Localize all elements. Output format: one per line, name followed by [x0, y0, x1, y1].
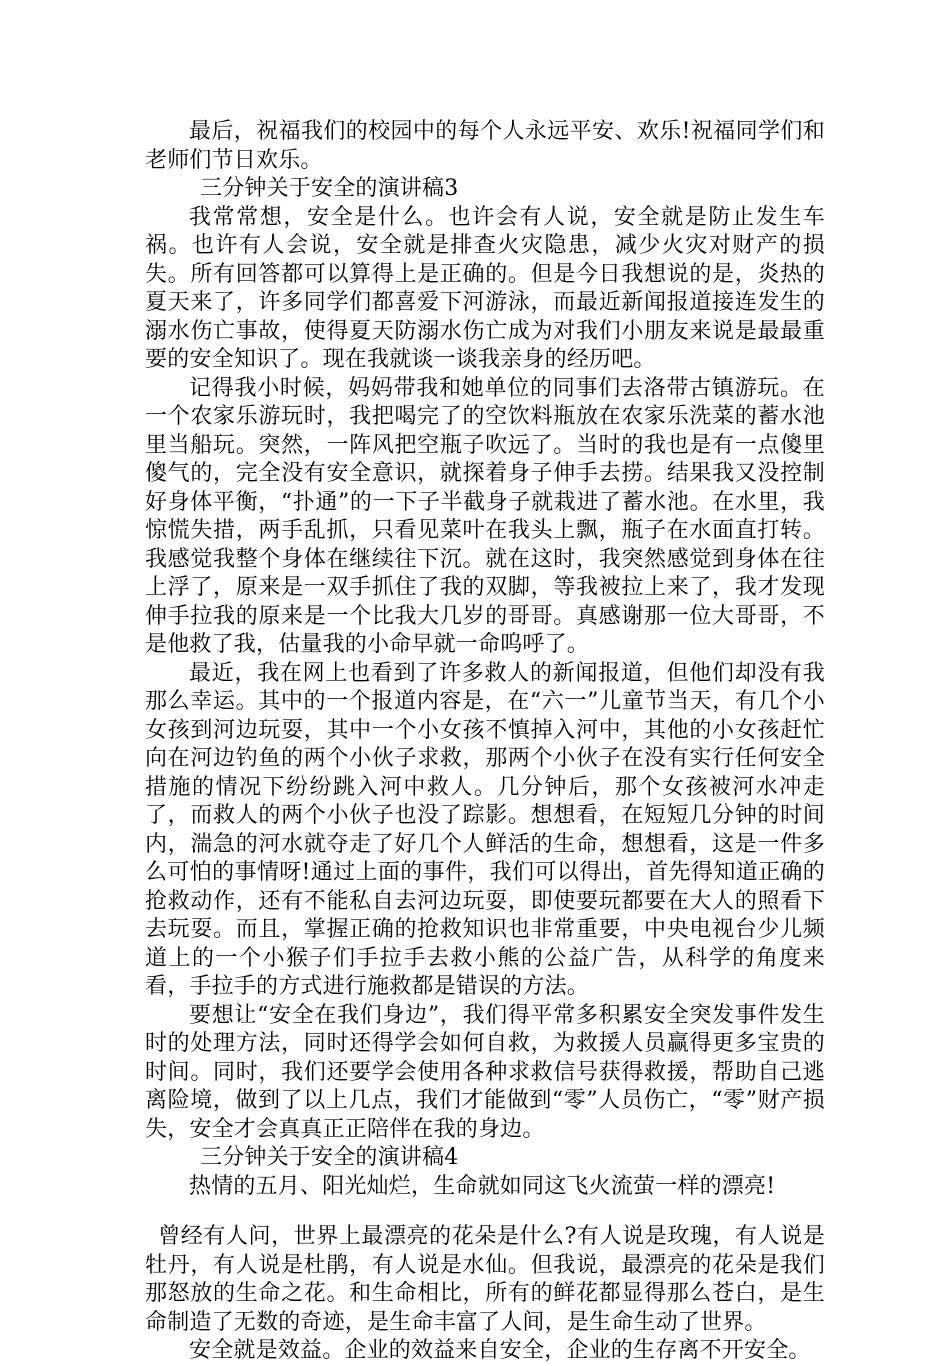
document-body: [145, 118, 825, 1366]
paragraph-safety-is-benefit: 安全就是效益。企业的效益来自安全，企业的生存离不开安全。: [189, 1338, 811, 1363]
paragraph-safety-tips: 要想让“安全在我们身边”，我们得平常多积累安全突发事件发生时的处理方法，同时还得学会如何自救，为救援人员赢得更多宝贵的时间。同时，我们还要学会使用各种求救信号获得救援，帮助自己逃离险境，做到了以上几点，我们才能做到“零”人员伤亡，“零”财产损失，安全才会真真正正陪伴在我的身边。: [145, 1002, 825, 1142]
section-heading-speech-3: 三分钟关于安全的演讲稿3: [200, 176, 459, 201]
paragraph-flower-of-life: 曾经有人问，世界上最漂亮的花朵是什么?有人说是玫瑰，有人说是牡丹，有人说是杜鹃，有人说是水仙。但我说，最漂亮的花朵是我们那怒放的生命之花。和生命相比，所有的鲜花都显得那么苍白，是生命制造了无数的奇迹，是生命丰富了人间，是生命生动了世界。: [145, 1224, 825, 1335]
paragraph-childhood-story: 记得我小时候，妈妈带我和她单位的同事们去洛带古镇游玩。在一个农家乐游玩时，我把喝完了的空饮料瓶放在农家乐洗菜的蓄水池里当船玩。突然，一阵风把空瓶子吹远了。当时的我也是有一点傻里傻气的，完全没有安全意识，就探着身子伸手去捞。结果我又没控制好身体平衡，“扑通”的一下子半截身子就栽进了蓄水池。在水里，我惊慌失措，两手乱抓，只看见菜叶在我头上飘，瓶子在水面直打转。我感觉我整个身体在继续往下沉。就在这时，我突然感觉到身体在往上浮了，原来是一双手抓住了我的双脚，等我被拉上来了，我才发现伸手拉我的原来是一个比我大几岁的哥哥。真感谢那一位大哥哥，不是他救了我，估量我的小命早就一命呜呼了。: [145, 375, 825, 657]
paragraph-news-reports: 最近，我在网上也看到了许多救人的新闻报道，但他们却没有我那么幸运。其中的一个报道内容是，在“六一”儿童节当天，有几个小女孩到河边玩耍，其中一个小女孩不慎掉入河中，其他的小女孩赶忙向在河边钓鱼的两个小伙子求救，那两个小伙子在没有实行任何安全措施的情况下纷纷跳入河中救人。几分钟后，那个女孩被河水冲走了，而救人的两个小伙子也没了踪影。想想看，在短短几分钟的时间内，湍急的河水就夺走了好几个人鲜活的生命，想想看，这是一件多么可怕的事情呀!通过上面的事件，我们可以得出，首先得知道正确的抢救动作，还有不能私自去河边玩耍，即使要玩都要在大人的照看下去玩耍。而且，掌握正确的抢救知识也非常重要，中央电视台少儿频道上的一个小猴子们手拉手去救小熊的公益广告，从科学的角度来看，手拉手的方式进行施救都是错误的方法。: [145, 660, 825, 999]
paragraph-closing-wishes: 最后，祝福我们的校园中的每个人永远平安、欢乐!祝福同学们和老师们节日欢乐。: [145, 119, 825, 173]
paragraph-may-sunshine: 热情的五月、阳光灿烂，生命就如同这飞火流萤一样的漂亮!: [189, 1173, 776, 1199]
section-heading-speech-4: 三分钟关于安全的演讲稿4: [200, 1145, 459, 1170]
paragraph-what-is-safety: 我常常想，安全是什么。也许会有人说，安全就是防止发生车祸。也许有人会说，安全就是排查火灾隐患，减少火灾对财产的损失。所有回答都可以算得上是正确的。但是今日我想说的是，炎热的夏天来了，许多同学们都喜爱下河游泳，而最近新闻报道接连发生的溺水伤亡事故，使得夏天防溺水伤亡成为对我们小朋友来说是最最重要的安全知识了。现在我就谈一谈我亲身的经历吧。: [145, 204, 825, 372]
